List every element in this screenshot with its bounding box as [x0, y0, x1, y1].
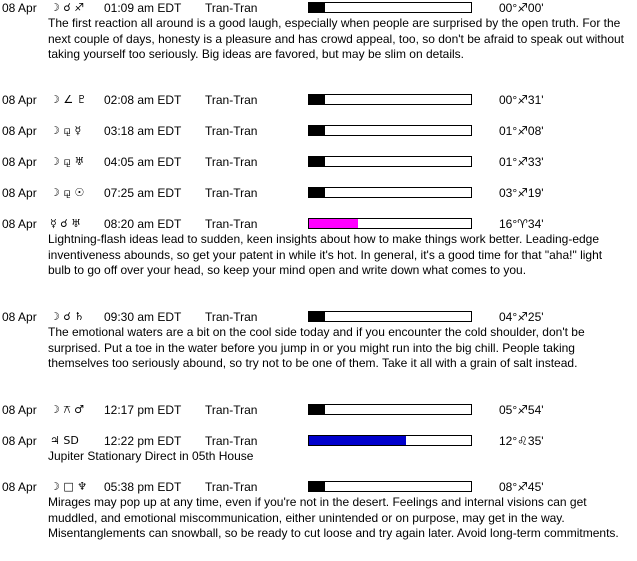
- transit-date: 08 Apr: [2, 434, 37, 448]
- transit-entry: [0, 309, 637, 372]
- strength-bar: [308, 187, 472, 198]
- transit-description: The emotional waters are a bit on the cool side today and if you encounter the cold shoulder, don't be surprised. Put a toe in the water before you jump in or you might run into the big chill. People taking themselves too seriously abound, so try not to be one of them. Take it all with a grain of salt instead.: [48, 325, 585, 370]
- transit-time: 07:25 am EDT: [104, 186, 182, 200]
- transit-type: Tran-Tran: [205, 93, 258, 107]
- strength-bar: [308, 218, 472, 229]
- transit-date: 08 Apr: [2, 124, 37, 138]
- transit-row: [0, 309, 637, 325]
- transit-description: Lightning-flash ideas lead to sudden, keen insights about how to make things work better. Leading-edge inventiveness abounds, so get your patent in while it's hot. In general, it's a good time for that "aha!" light bulb to go off over your head, so keep your mind open and write down what comes to you.: [48, 232, 603, 277]
- transit-type: Tran-Tran: [205, 434, 258, 448]
- transit-type: Tran-Tran: [205, 155, 258, 169]
- transit-time: 12:22 pm EDT: [104, 434, 182, 448]
- transit-time: 01:09 am EDT: [104, 1, 182, 15]
- aspect-glyphs: ☽ ⚻ ♂: [50, 403, 85, 416]
- zodiac-position: 00°♐31': [499, 93, 544, 107]
- strength-bar: [308, 404, 472, 415]
- transit-row: [0, 123, 637, 139]
- strength-bar-fill: [309, 188, 325, 197]
- strength-bar-fill: [309, 95, 325, 104]
- aspect-glyphs: ☽ ☌ ♄: [50, 310, 85, 323]
- zodiac-position: 05°♐54': [499, 403, 544, 417]
- transit-description: Jupiter Stationary Direct in 05th House: [48, 449, 254, 463]
- transit-date: 08 Apr: [2, 217, 37, 231]
- transit-time: 05:38 pm EDT: [104, 480, 182, 494]
- aspect-glyphs: ☽ □ ♆: [50, 480, 88, 493]
- transit-type: Tran-Tran: [205, 124, 258, 138]
- transit-entry: [0, 185, 637, 201]
- transit-date: 08 Apr: [2, 310, 37, 324]
- aspect-glyphs: ♃ SD: [50, 434, 79, 447]
- transit-description: The first reaction all around is a good laugh, especially when people are surprised by the open truth. For the next couple of days, honesty is a pleasure and has crowd appeal, too, so don't be afraid to speak out without taking yourself too seriously. Big ideas are favored, but may be slim on details.: [48, 16, 624, 61]
- transit-entry: [0, 123, 637, 139]
- transit-entry: [0, 0, 637, 63]
- transit-row: [0, 0, 637, 16]
- transit-row: [0, 92, 637, 108]
- zodiac-position: 00°♐00': [499, 1, 544, 15]
- zodiac-position: 16°♈34': [499, 217, 544, 231]
- transit-entry: [0, 154, 637, 170]
- transit-type: Tran-Tran: [205, 1, 258, 15]
- zodiac-position: 04°♐25': [499, 310, 544, 324]
- transit-time: 02:08 am EDT: [104, 93, 182, 107]
- transit-entry: [0, 433, 637, 465]
- zodiac-position: 12°♌35': [499, 434, 544, 448]
- strength-bar: [308, 2, 472, 13]
- zodiac-position: 03°♐19': [499, 186, 544, 200]
- transit-row: [0, 154, 637, 170]
- transit-type: Tran-Tran: [205, 186, 258, 200]
- strength-bar-fill: [309, 312, 325, 321]
- transit-time: 04:05 am EDT: [104, 155, 182, 169]
- strength-bar: [308, 156, 472, 167]
- transit-type: Tran-Tran: [205, 217, 258, 231]
- transit-date: 08 Apr: [2, 93, 37, 107]
- transit-row: [0, 402, 637, 418]
- strength-bar-fill: [309, 405, 325, 414]
- strength-bar: [308, 311, 472, 322]
- aspect-glyphs: ☽ ⚼ ☉: [50, 186, 85, 199]
- transit-row: [0, 185, 637, 201]
- strength-bar: [308, 94, 472, 105]
- transit-date: 08 Apr: [2, 403, 37, 417]
- aspect-glyphs: ☽ ⚼ ♅: [50, 155, 85, 168]
- transit-time: 09:30 am EDT: [104, 310, 182, 324]
- zodiac-position: 08°♐45': [499, 480, 544, 494]
- transit-type: Tran-Tran: [205, 480, 258, 494]
- aspect-glyphs: ☿ ☌ ♅: [50, 217, 81, 230]
- strength-bar: [308, 481, 472, 492]
- zodiac-position: 01°♐33': [499, 155, 544, 169]
- transit-entry: [0, 402, 637, 418]
- strength-bar-fill: [309, 219, 358, 228]
- transit-entry: [0, 479, 637, 542]
- strength-bar: [308, 125, 472, 136]
- aspect-glyphs: ☽ ☌ ♐: [50, 1, 85, 14]
- transit-time: 12:17 pm EDT: [104, 403, 182, 417]
- transit-date: 08 Apr: [2, 1, 37, 15]
- transit-type: Tran-Tran: [205, 403, 258, 417]
- transit-time: 03:18 am EDT: [104, 124, 182, 138]
- strength-bar-fill: [309, 482, 325, 491]
- aspect-glyphs: ☽ ⚼ ☿: [50, 124, 82, 137]
- strength-bar-fill: [309, 3, 325, 12]
- transit-row: [0, 433, 637, 449]
- transit-row: [0, 216, 637, 232]
- transit-description: Mirages may pop up at any time, even if you're not in the desert. Feelings and internal visions can get muddled, and emotional miscommunication, either unintended or on purpose, may get in the way. Misentanglements can snowball, so be ready to cut loose and try again later. Avoid long-term commitments.: [48, 495, 619, 540]
- transit-entry: [0, 216, 637, 279]
- transit-date: 08 Apr: [2, 480, 37, 494]
- zodiac-position: 01°♐08': [499, 124, 544, 138]
- strength-bar-fill: [309, 126, 325, 135]
- strength-bar-fill: [309, 157, 325, 166]
- aspect-glyphs: ☽ ∠ ♇: [50, 93, 87, 106]
- transit-date: 08 Apr: [2, 155, 37, 169]
- strength-bar: [308, 435, 472, 446]
- transit-entry: [0, 92, 637, 108]
- transit-time: 08:20 am EDT: [104, 217, 182, 231]
- strength-bar-fill: [309, 436, 406, 445]
- transit-type: Tran-Tran: [205, 310, 258, 324]
- transit-date: 08 Apr: [2, 186, 37, 200]
- transit-row: [0, 479, 637, 495]
